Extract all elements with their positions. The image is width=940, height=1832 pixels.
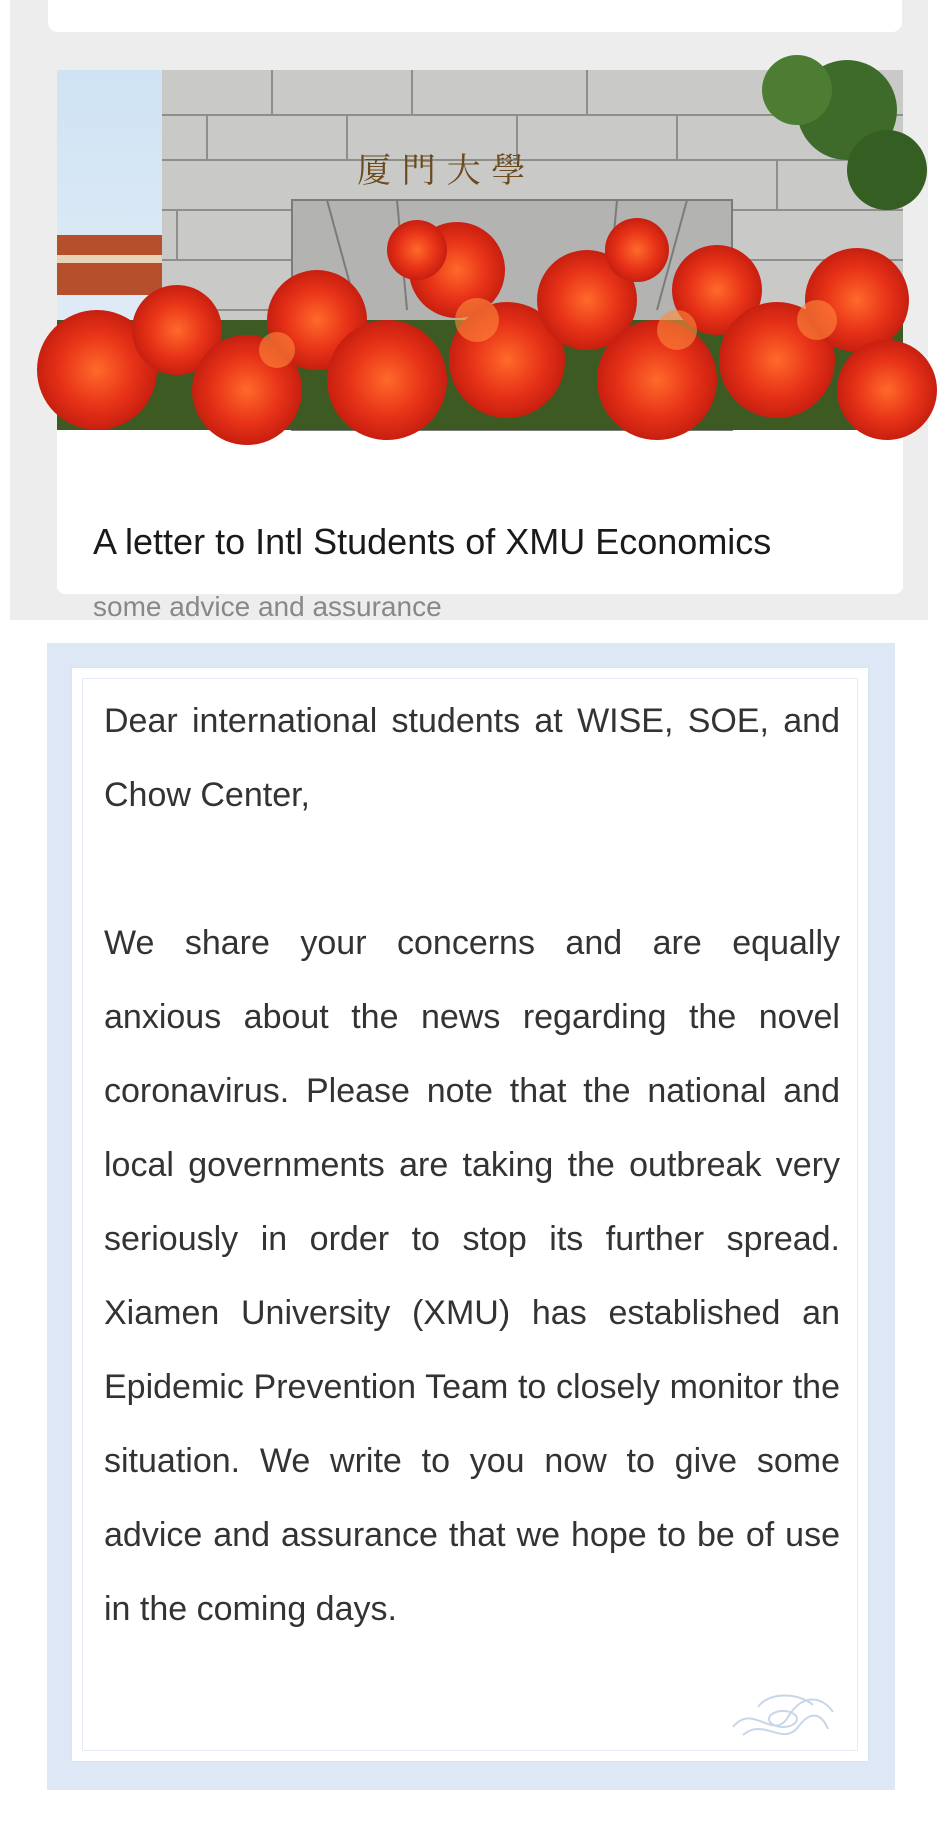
article-panel — [10, 0, 928, 620]
letter-text — [104, 684, 840, 1646]
letter-frame — [47, 643, 895, 1790]
article-card[interactable] — [57, 70, 903, 622]
flourish-ornament-icon — [728, 1687, 838, 1747]
letter-body: We share your concerns and are equally anxious about the news regarding the novel coronavirus. Please note that the national and local governments are taking the outbreak very seriously in order to stop its further spread. Xiamen University (XMU) has established an Epidemic Prevention Team to closely monitor the situation. We write to you now to give some advice and assurance that we hope to be of use in the coming days. — [104, 924, 840, 1628]
article-title[interactable]: A letter to Intl Students of XMU Economics — [93, 521, 772, 562]
gate-inscription: 厦 門 大 學 — [357, 151, 526, 191]
article-subtitle: some advice and assurance — [93, 591, 442, 622]
letter-greeting: Dear international students at WISE, SOE, and Chow Center, — [104, 702, 840, 814]
cover-image — [57, 70, 903, 430]
previous-card — [48, 0, 902, 32]
letter-box — [71, 667, 869, 1762]
paragraph-gap — [104, 832, 840, 906]
